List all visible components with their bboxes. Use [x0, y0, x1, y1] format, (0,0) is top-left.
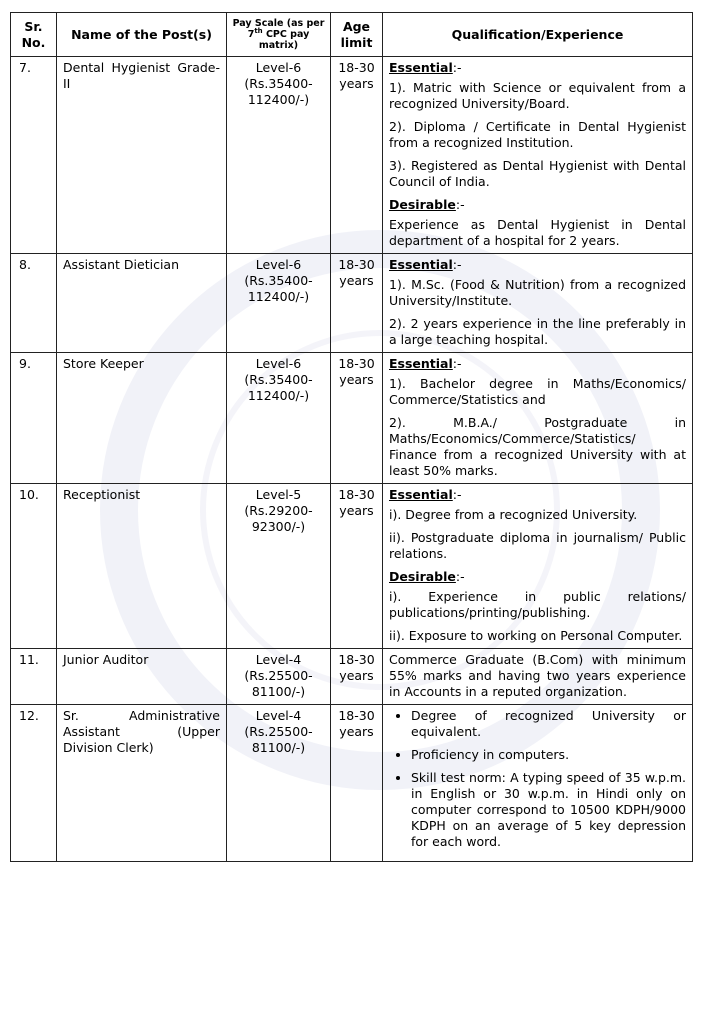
qualification-cell: [383, 57, 693, 254]
pay-scale-line: 112400/-): [247, 289, 310, 304]
table-row: [11, 254, 693, 353]
desirable-label: Desirable: [389, 197, 456, 212]
list-item: • Proficiency in computers.: [411, 747, 686, 763]
serial-number: 11.: [11, 649, 57, 705]
pay-scale-line: (Rs.29200-: [244, 503, 313, 518]
essential-item: 1). Bachelor degree in Maths/Economics/ Commerce/Statistics and: [389, 376, 686, 407]
essential-item: 3). Registered as Dental Hygienist with Dental Council of India.: [389, 158, 686, 189]
serial-number: 8.: [11, 254, 57, 353]
post-name: Sr. Administrative Assistant (Upper Division Clerk): [57, 705, 227, 862]
post-name: Junior Auditor: [57, 649, 227, 705]
essential-heading: Essential:-: [389, 356, 462, 371]
essential-label: Essential: [389, 257, 453, 272]
qualification-cell: [383, 484, 693, 649]
essential-item: i). Degree from a recognized University.: [389, 507, 638, 522]
pay-scale-line: 112400/-): [247, 92, 310, 107]
age-limit: 18-30 years: [331, 484, 383, 649]
essential-label: Essential: [389, 60, 453, 75]
serial-number: 10.: [11, 484, 57, 649]
pay-scale: [227, 649, 331, 705]
age-limit: 18-30 years: [331, 254, 383, 353]
age-limit: 18-30 years: [331, 57, 383, 254]
pay-scale-line: (Rs.25500-: [244, 724, 313, 739]
header-post-name: Name of the Post(s): [57, 13, 227, 57]
pay-scale-line: Level-6: [255, 60, 302, 75]
pay-scale-line: Level-4: [255, 708, 302, 723]
pay-scale-line: 81100/-): [251, 684, 306, 699]
table-row: [11, 57, 693, 254]
post-name: Assistant Dietician: [57, 254, 227, 353]
post-name: Receptionist: [57, 484, 227, 649]
qualification-cell: [383, 705, 693, 862]
age-limit: 18-30 years: [331, 705, 383, 862]
essential-heading: Essential:-: [389, 257, 462, 272]
pay-scale-line: (Rs.35400-: [244, 273, 313, 288]
desirable-heading: Desirable:-: [389, 569, 465, 584]
header-age-limit: Age limit: [331, 13, 383, 57]
age-limit: 18-30 years: [331, 353, 383, 484]
pay-scale-line: Level-6: [255, 356, 302, 371]
essential-item: 1). Matric with Science or equivalent from a recognized University/Board.: [389, 80, 686, 111]
essential-item: 1). M.Sc. (Food & Nutrition) from a recognized University/Institute.: [389, 277, 686, 308]
list-item: • Skill test norm: A typing speed of 35 w.p.m. in English or 30 w.p.m. in Hindi only on computer correspond to 10500 KDPH/9000 KDPH on an average of 5 key depression for each word.: [411, 770, 686, 850]
desirable-heading: Desirable:-: [389, 197, 465, 212]
essential-label: Essential: [389, 487, 453, 502]
post-name: Dental Hygienist Grade-II: [57, 57, 227, 254]
essential-label: Essential: [389, 356, 453, 371]
post-name: Store Keeper: [57, 353, 227, 484]
table-row: [11, 649, 693, 705]
qualification-cell: [383, 649, 693, 705]
pay-scale-line: (Rs.35400-: [244, 372, 313, 387]
desirable-label: Desirable: [389, 569, 456, 584]
essential-item: 2). 2 years experience in the line preferably in a large teaching hospital.: [389, 316, 686, 347]
pay-scale-line: 92300/-): [251, 519, 306, 534]
pay-scale: [227, 353, 331, 484]
pay-scale-line: 81100/-): [251, 740, 306, 755]
pay-scale: [227, 484, 331, 649]
essential-heading: Essential:-: [389, 60, 462, 75]
header-qualification: Qualification/Experience: [383, 13, 693, 57]
pay-scale-line: (Rs.35400-: [244, 76, 313, 91]
list-item: • Degree of recognized University or equivalent.: [411, 708, 686, 740]
pay-scale-line: (Rs.25500-: [244, 668, 313, 683]
header-pay-scale: Pay Scale (as per 7th CPC pay matrix): [227, 13, 331, 57]
header-sr-no: Sr. No.: [11, 13, 57, 57]
serial-number: 12.: [11, 705, 57, 862]
pay-scale-line: Level-5: [255, 487, 302, 502]
table-row: [11, 353, 693, 484]
desirable-item: ii). Exposure to working on Personal Computer.: [389, 628, 683, 643]
desirable-item: Experience as Dental Hygienist in Dental department of a hospital for 2 years.: [389, 217, 686, 248]
pay-scale-line: Level-6: [255, 257, 302, 272]
age-limit: 18-30 years: [331, 649, 383, 705]
table-row: [11, 484, 693, 649]
qualification-cell: [383, 353, 693, 484]
desirable-item: i). Experience in public relations/ publications/printing/publishing.: [389, 589, 686, 620]
pay-scale: [227, 254, 331, 353]
pay-scale: [227, 57, 331, 254]
serial-number: 9.: [11, 353, 57, 484]
essential-item: 2). Diploma / Certificate in Dental Hygienist from a recognized Institution.: [389, 119, 686, 150]
pay-scale: [227, 705, 331, 862]
posts-table: [10, 12, 693, 862]
table-row: [11, 705, 693, 862]
qualification-text: Commerce Graduate (B.Com) with minimum 55% marks and having two years experience in Accounts in a reputed organization.: [389, 652, 686, 699]
pay-scale-line: 112400/-): [247, 388, 310, 403]
essential-item: 2). M.B.A./ Postgraduate in Maths/Economics/Commerce/Statistics/ Finance from a recognized University with at least 50% marks.: [389, 415, 686, 478]
essential-heading: Essential:-: [389, 487, 462, 502]
qualification-list: [389, 708, 686, 850]
qualification-cell: [383, 254, 693, 353]
pay-scale-line: Level-4: [255, 652, 302, 667]
serial-number: 7.: [11, 57, 57, 254]
essential-item: ii). Postgraduate diploma in journalism/ Public relations.: [389, 530, 686, 561]
table-header-row: [11, 13, 693, 57]
